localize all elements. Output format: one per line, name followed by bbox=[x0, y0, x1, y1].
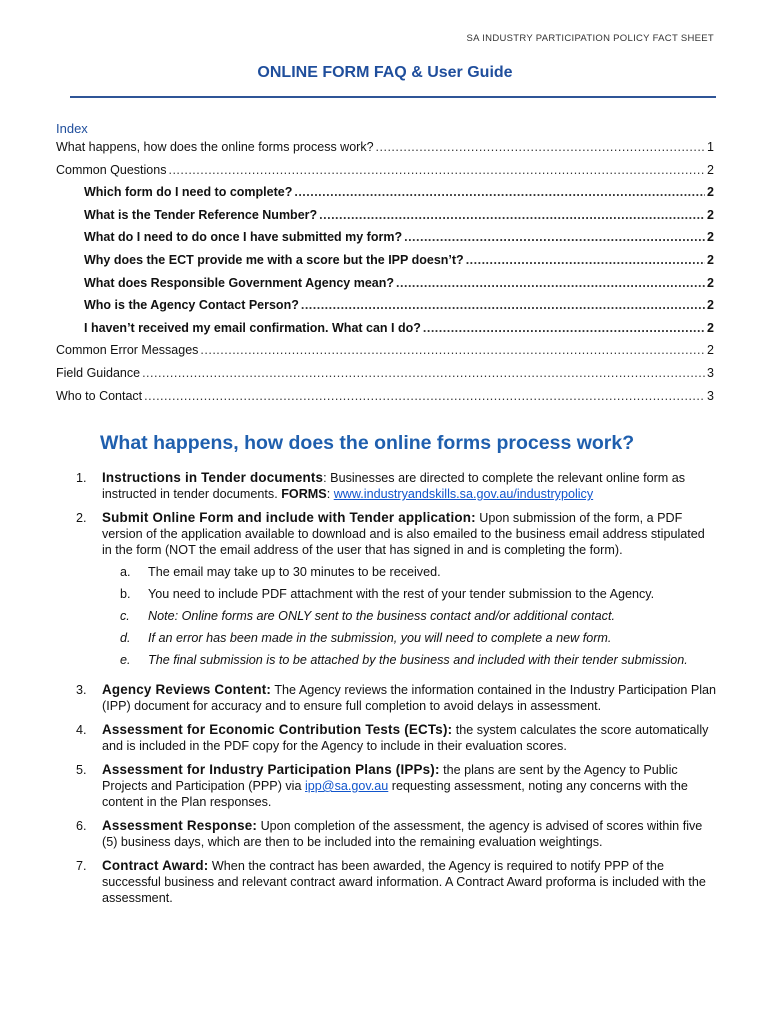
sub-list bbox=[120, 564, 718, 668]
toc-leader-dots bbox=[376, 136, 706, 159]
section-heading: What happens, how does the online forms process work? bbox=[100, 432, 635, 454]
list-item bbox=[76, 682, 718, 714]
toc-leader-dots bbox=[168, 159, 705, 182]
sub-letter: a. bbox=[120, 565, 131, 579]
toc-entry-title: I haven’t received my email confirmation. What can I do? bbox=[84, 320, 421, 335]
step-body bbox=[102, 818, 718, 850]
step-number: 6. bbox=[76, 819, 87, 833]
list-item bbox=[76, 510, 718, 674]
ipp-email-link[interactable]: ipp@sa.gov.au bbox=[305, 779, 389, 793]
sub-letter: b. bbox=[120, 587, 131, 601]
toc-page-number: 2 bbox=[707, 343, 714, 358]
step-body bbox=[102, 470, 718, 502]
toc-leader-dots bbox=[319, 204, 705, 227]
step-body bbox=[102, 762, 718, 810]
toc-leader-dots bbox=[404, 226, 705, 249]
list-item bbox=[76, 858, 718, 906]
forms-separator: : bbox=[326, 487, 334, 501]
step-heading: Agency Reviews Content: bbox=[102, 682, 272, 697]
toc-page-number: 2 bbox=[707, 185, 714, 200]
step-number: 3. bbox=[76, 683, 87, 697]
toc-page-number: 2 bbox=[707, 230, 714, 245]
toc-entry-title: What is the Tender Reference Number? bbox=[84, 207, 318, 222]
toc-entry-title: Who to Contact bbox=[56, 388, 143, 403]
toc-leader-dots bbox=[423, 317, 705, 340]
forms-label: FORMS bbox=[281, 487, 327, 501]
toc-leader-dots bbox=[301, 294, 705, 317]
toc-entry-title: Field Guidance bbox=[56, 365, 141, 380]
toc-entry[interactable] bbox=[56, 272, 714, 295]
toc-entry[interactable] bbox=[56, 226, 714, 249]
step-body bbox=[102, 682, 718, 714]
toc-page-number: 2 bbox=[707, 320, 714, 335]
toc-page-number: 2 bbox=[707, 162, 714, 177]
step-body bbox=[102, 722, 718, 754]
document-title: ONLINE FORM FAQ & User Guide bbox=[257, 64, 513, 81]
sub-list-item bbox=[120, 564, 718, 580]
toc-entry-title: What happens, how does the online forms process work? bbox=[56, 140, 374, 154]
step-text: : Businesses are directed to complete the relevant online form as instructed in tender documents. bbox=[102, 471, 686, 501]
toc-leader-dots bbox=[396, 272, 705, 295]
toc-page-number: 1 bbox=[707, 140, 714, 154]
list-item bbox=[76, 722, 718, 754]
step-body bbox=[102, 510, 718, 674]
toc-leader-dots bbox=[142, 362, 705, 385]
step-number: 2. bbox=[76, 511, 87, 525]
step-text: the system calculates the score automatically and is included in the PDF copy for the Agency to include in their evaluation scores. bbox=[102, 723, 709, 753]
step-heading: Assessment for Industry Participation Plans (IPPs): bbox=[102, 762, 440, 777]
toc-entry[interactable] bbox=[56, 159, 714, 182]
index-heading: Index bbox=[56, 121, 88, 136]
title-divider bbox=[70, 96, 716, 98]
industry-policy-link[interactable]: www.industryandskills.sa.gov.au/industrypolicy bbox=[333, 487, 594, 501]
toc-entry-title: Who is the Agency Contact Person? bbox=[84, 298, 299, 313]
step-heading: Instructions in Tender documents bbox=[102, 470, 324, 485]
sub-letter: d. bbox=[120, 631, 131, 645]
toc-entry[interactable] bbox=[56, 181, 714, 204]
toc-entry-title: What do I need to do once I have submitted my form? bbox=[84, 230, 403, 245]
sub-text: Note: Online forms are ONLY sent to the business contact and/or additional contact. bbox=[148, 609, 615, 623]
sub-list-item bbox=[120, 652, 718, 668]
sub-text: The final submission is to be attached by the business and included with their tender submission. bbox=[148, 653, 688, 667]
toc-entry-title: What does Responsible Government Agency mean? bbox=[84, 275, 395, 290]
fact-sheet-tag: SA INDUSTRY PARTICIPATION POLICY FACT SHEET bbox=[466, 33, 714, 44]
toc-entry[interactable] bbox=[56, 339, 714, 362]
toc-leader-dots bbox=[144, 385, 705, 408]
process-steps-list bbox=[76, 470, 718, 914]
toc-leader-dots bbox=[200, 339, 705, 362]
sub-text: If an error has been made in the submission, you will need to complete a new form. bbox=[148, 631, 612, 645]
step-heading: Assessment Response: bbox=[102, 818, 258, 833]
list-item bbox=[76, 818, 718, 850]
sub-letter: c. bbox=[120, 609, 130, 623]
toc-entry[interactable] bbox=[56, 385, 714, 408]
toc-page-number: 3 bbox=[707, 388, 714, 403]
sub-list-item bbox=[120, 586, 718, 602]
step-text: When the contract has been awarded, the Agency is required to notify PPP of the successful business and relevant contract award information. A Contract Award proforma is included with the assessment. bbox=[102, 859, 706, 905]
step-text: Upon completion of the assessment, the agency is advised of scores within five (5) business days, which are then to be included into the remaining evaluation weightings. bbox=[102, 819, 703, 849]
list-item bbox=[76, 762, 718, 810]
step-number: 1. bbox=[76, 471, 87, 485]
sub-text: You need to include PDF attachment with the rest of your tender submission to the Agency. bbox=[148, 587, 655, 601]
toc-page-number: 2 bbox=[707, 252, 714, 267]
step-text: the plans are sent by the Agency to Public Projects and Participation (PPP) via bbox=[102, 763, 678, 793]
sub-list-item bbox=[120, 608, 718, 624]
toc-entry-title: Common Questions bbox=[56, 162, 167, 177]
toc-page-number: 2 bbox=[707, 298, 714, 313]
toc-leader-dots bbox=[466, 249, 705, 272]
sub-letter: e. bbox=[120, 653, 131, 667]
toc-entry-title: Why does the ECT provide me with a score but the IPP doesn’t? bbox=[84, 252, 464, 267]
toc-entry[interactable] bbox=[56, 249, 714, 272]
step-number: 5. bbox=[76, 763, 87, 777]
toc-page-number: 3 bbox=[707, 365, 714, 380]
toc-entry[interactable] bbox=[56, 204, 714, 227]
step-heading: Assessment for Economic Contribution Tests (ECTs): bbox=[102, 722, 453, 737]
step-number: 7. bbox=[76, 859, 87, 873]
toc-entry-title: Common Error Messages bbox=[56, 343, 199, 358]
toc-entry[interactable] bbox=[56, 294, 714, 317]
toc-page-number: 2 bbox=[707, 207, 714, 222]
step-text: Upon submission of the form, a PDF version of the application available to download and is also emailed to the business email address stipulated in the form (NOT the email address of the user that has signed in and is completing the form). bbox=[102, 511, 705, 557]
step-heading: Submit Online Form and include with Tender application: bbox=[102, 510, 476, 525]
step-body bbox=[102, 858, 718, 906]
toc-entry[interactable] bbox=[56, 317, 714, 340]
toc-entry[interactable] bbox=[56, 362, 714, 385]
step-heading: Contract Award: bbox=[102, 858, 209, 873]
step-number: 4. bbox=[76, 723, 87, 737]
step-text: requesting assessment, noting any concerns with the content in the Plan responses. bbox=[102, 779, 688, 809]
sub-list-item bbox=[120, 630, 718, 646]
list-item bbox=[76, 470, 718, 502]
step-text: The Agency reviews the information contained in the Industry Participation Plan (IPP) document for accuracy and to ensure full completion to avoid delays in assessment. bbox=[102, 683, 717, 713]
table-of-contents bbox=[56, 136, 714, 407]
toc-entry[interactable] bbox=[56, 136, 714, 159]
sub-text: The email may take up to 30 minutes to be received. bbox=[148, 565, 441, 579]
toc-leader-dots bbox=[294, 181, 705, 204]
toc-entry-title: Which form do I need to complete? bbox=[84, 185, 293, 200]
toc-page-number: 2 bbox=[707, 275, 714, 290]
